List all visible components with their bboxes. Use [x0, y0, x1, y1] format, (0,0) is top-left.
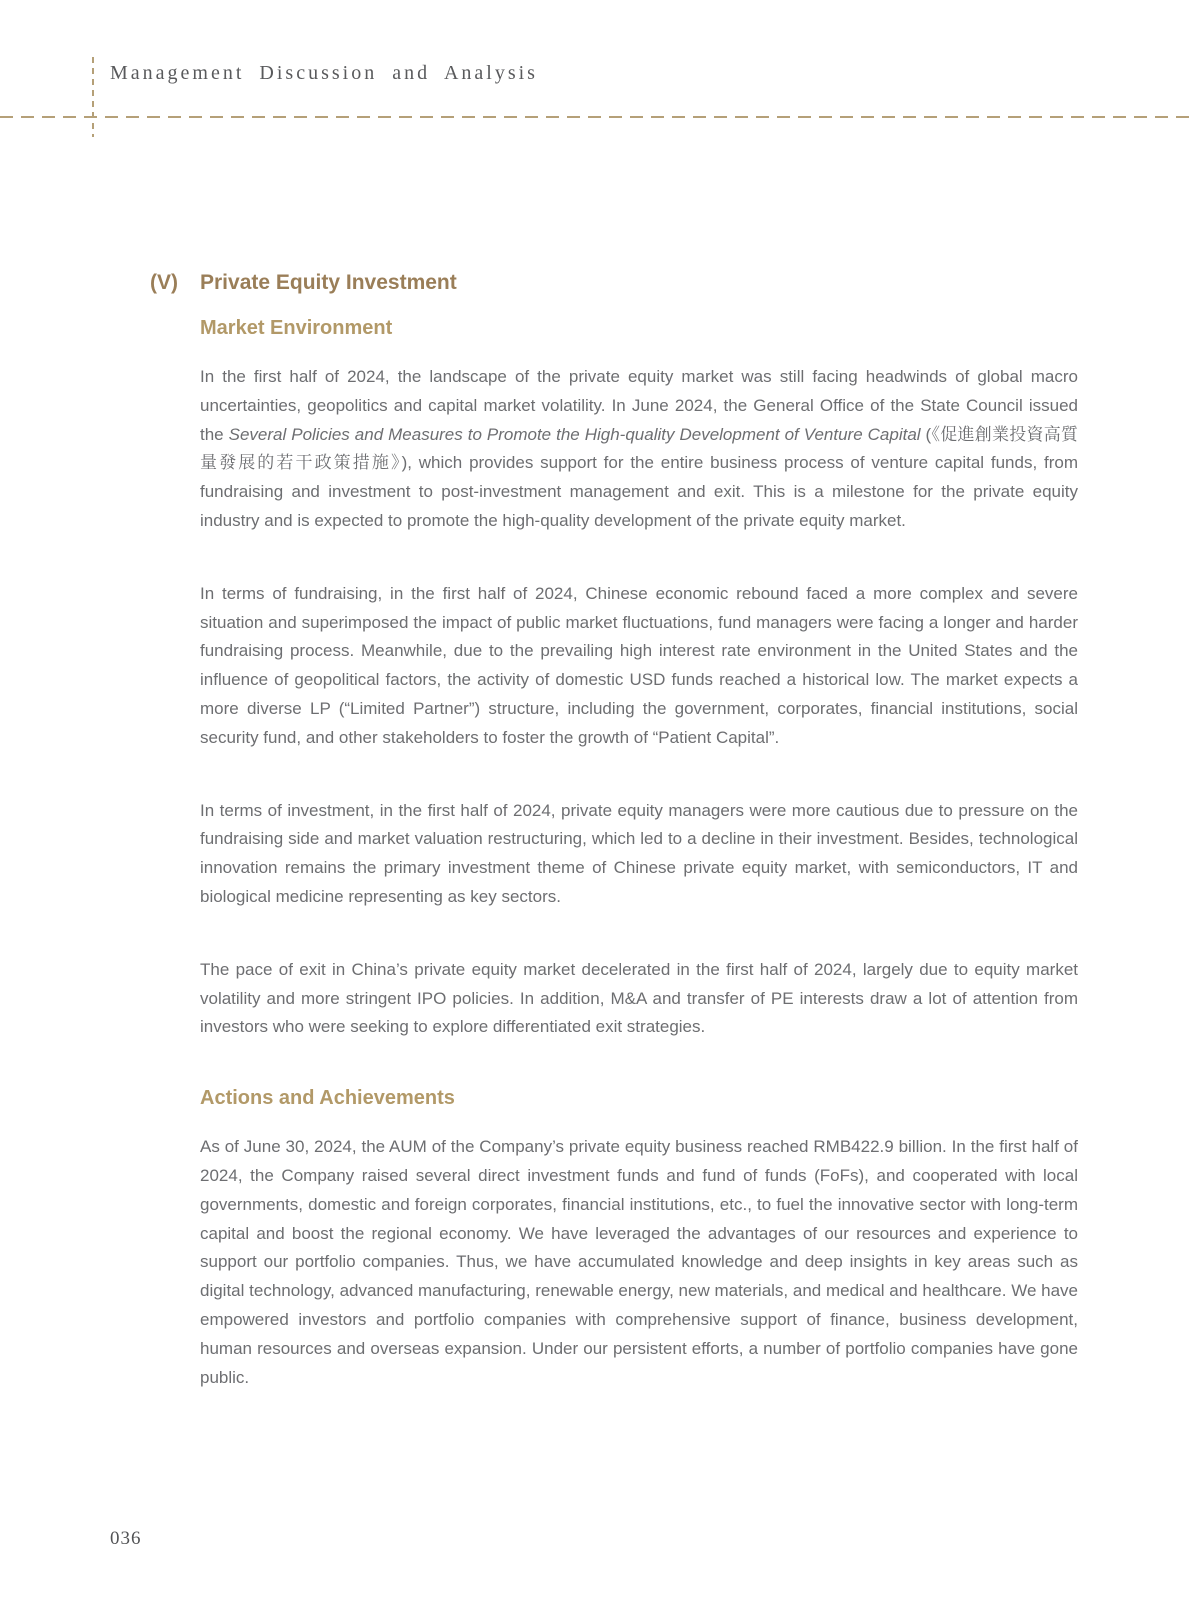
section-heading	[150, 270, 1078, 296]
paragraph-text: In the first half of 2024, the landscape of the private equity market was still facing headwinds of global macro uncertainties, geopolitics and capital market volatility. In June 2024, the General Office of the State Council issued the	[200, 367, 1078, 444]
subsection-heading-market-environment: Market Environment	[200, 317, 393, 339]
page-header-title: Management Discussion and Analysis	[110, 62, 538, 84]
paragraph-actions-achievements: As of June 30, 2024, the AUM of the Company’s private equity business reached RMB422.9 billion. In the first half of 2024, the Company raised several direct investment funds and fund of funds (FoFs), and cooperated with local governments, domestic and foreign corporates, financial institutions, etc., to fuel the innovative sector with long-term capital and boost the regional economy. We have leveraged the advantages of our resources and experience to support our portfolio companies. Thus, we have accumulated knowledge and deep insights in key areas such as digital technology, advanced manufacturing, renewable energy, new materials, and medical and healthcare. We have empowered investors and portfolio companies with comprehensive support of finance, business development, human resources and overseas expansion. Under our persistent efforts, a number of portfolio companies have gone public.	[200, 1137, 1078, 1387]
paragraph-fundraising: In terms of fundraising, in the first half of 2024, Chinese economic rebound faced a more complex and severe situation and superimposed the impact of public market fluctuations, fund managers were facing a longer and harder fundraising process. Meanwhile, due to the prevailing high interest rate environment in the United States and the influence of geopolitical factors, the activity of domestic USD funds reached a historical low. The market expects a more diverse LP (“Limited Partner”) structure, including the government, corporates, financial institutions, social security fund, and other stakeholders to foster the growth of “Patient Capital”.	[200, 583, 1078, 747]
policy-title-italic: Several Policies and Measures to Promote the High-quality Development of Venture Capital	[228, 424, 921, 444]
section-index: (V)	[150, 271, 178, 294]
paragraph-investment: In terms of investment, in the first half of 2024, private equity managers were more cautious due to pressure on the fundraising side and market valuation restructuring, which led to a decline in their investment. Besides, technological innovation remains the primary investment theme of Chinese private equity market, with semiconductors, IT and biological medicine representing as key sectors.	[200, 800, 1078, 906]
content-column	[150, 270, 1078, 1392]
subsection-heading-actions-achievements: Actions and Achievements	[200, 1087, 455, 1110]
paragraph-market-overview	[200, 363, 1078, 536]
horizontal-dashed-rule	[0, 116, 1190, 118]
page-number: 036	[110, 1528, 142, 1549]
vertical-dashed-rule	[92, 57, 94, 137]
paragraph-text: (《促進創業投資高質量發展的若干政策措施》), which provides support for the entire business process of venture capital funds, from fundraising and investment to post-investment management and exit. This is a milestone for the private equity industry and is expected to promote the high-quality development of the private equity market.	[200, 424, 1078, 530]
section-title: Private Equity Investment	[200, 271, 457, 294]
paragraph-exit: The pace of exit in China’s private equity market decelerated in the first half of 2024, largely due to equity market volatility and more stringent IPO policies. In addition, M&A and transfer of PE interests draw a lot of attention from investors who were seeking to explore differentiated exit strategies.	[200, 959, 1078, 1037]
